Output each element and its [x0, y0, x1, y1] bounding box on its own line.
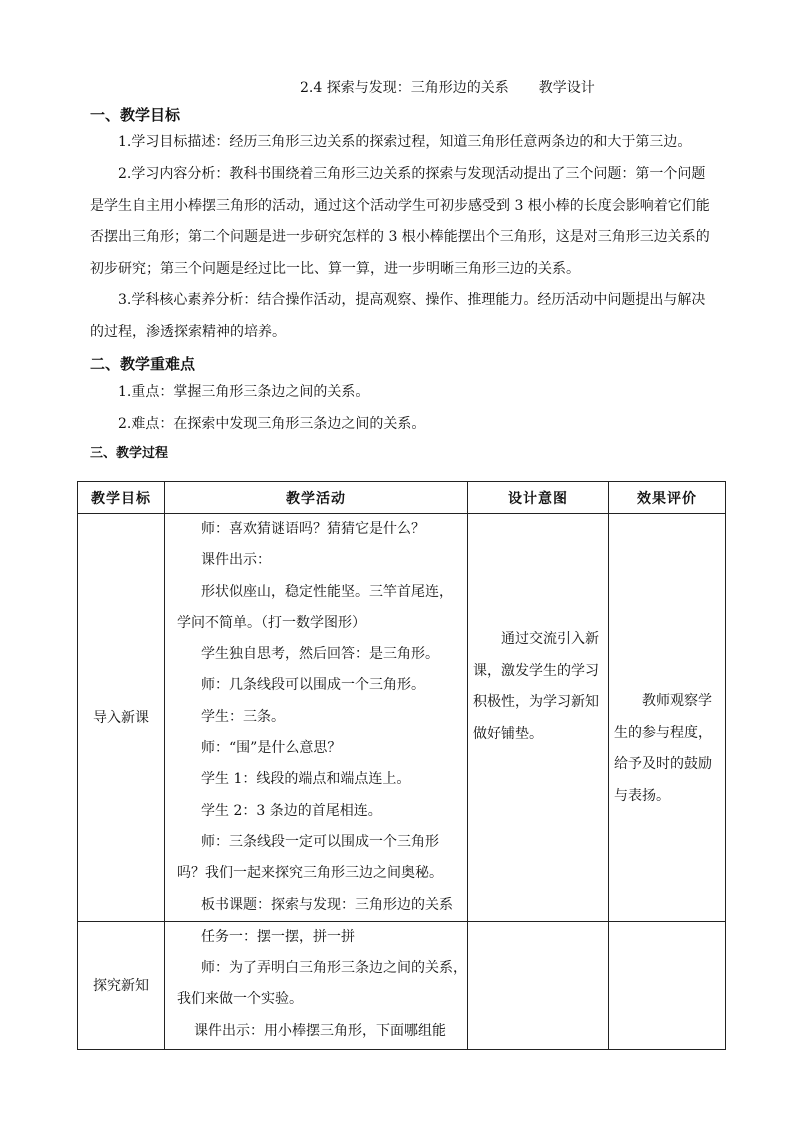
goal-2-line: 初步研究；第三个问题是经过比一比、算一算，进一步明晰三角形三边的关系。: [90, 260, 580, 277]
evaluation-cell: [609, 514, 726, 922]
goal-3-line: 3.学科核心素养分析：结合操作活动，提高观察、操作、推理能力。经历活动中问题提出与解决: [118, 292, 706, 308]
intent-line: 课，激发学生的学习: [473, 662, 599, 679]
goal-2-line: 是学生自主用小棒摆三角形的活动，通过这个活动学生可初步感受到 3 根小棒的长度会影响着它们能: [90, 197, 710, 214]
intent-line: 通过交流引入新: [501, 631, 599, 648]
activity-line: 课件出示：: [201, 552, 271, 569]
evaluation-line: 教师观察学: [642, 693, 712, 710]
activity-line: 吗？我们一起来探究三角形三边之间奥秘。: [177, 865, 443, 882]
table-header-row: [78, 482, 726, 514]
activity-cell: [165, 921, 468, 1049]
activity-line: 课件出示：用小棒摆三角形，下面哪组能: [194, 1022, 446, 1039]
activity-line: 师：几条线段可以围成一个三角形。: [201, 677, 425, 694]
goal-2-line: 否摆出三角形；第二个问题是进一步研究怎样的 3 根小棒能摆出个三角形，这是对三角形三边关系的: [90, 229, 710, 245]
intent-line: 做好铺垫。: [473, 725, 543, 742]
activity-line: 师：三条线段一定可以围成一个三角形: [201, 833, 439, 850]
evaluation-line: 与表扬。: [614, 787, 670, 804]
evaluation-line: 给予及时的鼓励: [614, 756, 712, 773]
keypoint-paragraph: [90, 377, 705, 440]
keypoint-2: 2.难点：在探索中发现三角形三条边之间的关系。: [118, 415, 426, 432]
activity-line: 学问不简单。（打一数学图形）: [177, 614, 366, 631]
goal-2-line: 2.学习内容分析：教科书围绕着三角形三边关系的探索与发现活动提出了三个问题：第一个问题: [118, 166, 706, 182]
section-heading-goals: 一、教学目标: [90, 106, 181, 124]
goal-paragraph-2: [90, 159, 710, 285]
activity-line: 板书课题：探索与发现：三角形边的关系: [201, 896, 453, 913]
activity-line: 我们来做一个实验。: [177, 991, 303, 1008]
evaluation-line: 生的参与程度，: [614, 724, 712, 741]
table-row: [78, 921, 726, 1049]
header-goal: 教学目标: [78, 482, 165, 514]
lesson-process-table: [77, 481, 726, 1050]
document-title: [300, 77, 595, 97]
goal-1-text: 1.学习目标描述：经历三角形三边关系的探索过程，知道三角形任意两条边的和大于第三边。: [118, 134, 692, 150]
activity-line: 师：喜欢猜谜语吗？猜猜它是什么？: [201, 521, 425, 537]
activity-line: 任务一：摆一摆，拼一拼: [201, 928, 355, 945]
keypoint-1: 1.重点：掌握三角形三条边之间的关系。: [118, 384, 370, 400]
title-sub: 教学设计: [538, 80, 595, 96]
activity-line: 师：为了弄明白三角形三条边之间的关系，: [201, 960, 467, 977]
activity-line: 学生 1：线段的端点和端点连上。: [201, 771, 411, 788]
stage-cell: 导入新课: [78, 514, 165, 922]
activity-line: 学生独自思考，然后回答：是三角形。: [201, 646, 439, 663]
intent-cell: [468, 921, 609, 1049]
header-activity: 教学活动: [165, 482, 468, 514]
goal-paragraph-1: [90, 127, 705, 159]
activity-line: 形状似座山，稳定性能坚。三竿首尾连，: [201, 583, 453, 600]
stage-cell: 探究新知: [78, 921, 165, 1049]
activity-line: 学生 2：3 条边的首尾相连。: [201, 802, 382, 819]
title-main: 2.4 探索与发现：三角形边的关系: [300, 80, 509, 96]
activity-line: 学生：三条。: [201, 708, 285, 725]
activity-cell: [165, 514, 468, 922]
header-intent: 设计意图: [468, 482, 609, 514]
evaluation-cell: [609, 921, 726, 1049]
goal-3-line: 的过程，渗透探索精神的培养。: [90, 323, 286, 340]
intent-cell: [468, 514, 609, 922]
activity-line: 师：“围”是什么意思？: [201, 740, 342, 757]
header-evaluation: 效果评价: [609, 482, 726, 514]
goal-paragraph-3: [90, 285, 705, 348]
section-heading-keypoints: 二、教学重难点: [90, 355, 196, 373]
table-row: [78, 514, 726, 922]
section-heading-process: 三、教学过程: [90, 446, 169, 461]
intent-line: 积极性，为学习新知: [473, 694, 599, 711]
